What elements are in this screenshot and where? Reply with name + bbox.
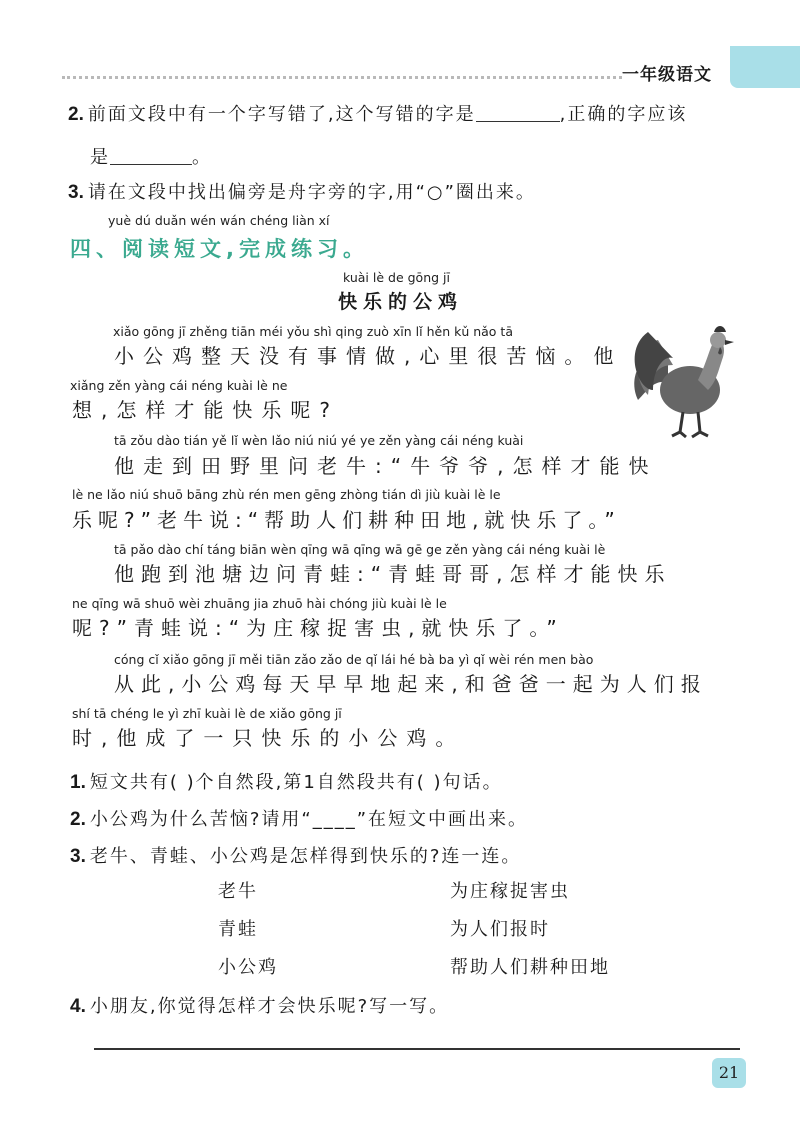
page-number: 21 bbox=[712, 1058, 746, 1088]
section-pinyin: yuè dú duǎn wén wán chéng liàn xí bbox=[108, 213, 330, 228]
story-line-2-pinyin: xiǎng zěn yàng cái néng kuài lè ne bbox=[70, 378, 288, 393]
question-text: 短文共有( )个自然段,第1自然段共有( )句话。 bbox=[89, 772, 503, 793]
question-3 bbox=[70, 842, 521, 868]
story-line-6-pinyin: ne qīng wā shuō wèi zhuāng jia zhuō hài chóng jiù kuài lè le bbox=[72, 596, 447, 611]
question-text: 老牛、青蛙、小公鸡是怎样得到快乐的?连一连。 bbox=[89, 846, 522, 867]
story-title: 快乐的公鸡 bbox=[338, 291, 464, 313]
top-question-3 bbox=[68, 178, 536, 204]
question-4 bbox=[70, 992, 449, 1018]
story-line-4: 乐呢?”老牛说:“帮助人们耕种田地,就快乐了。” bbox=[72, 508, 621, 532]
question-text: 小朋友,你觉得怎样才会快乐呢?写一写。 bbox=[89, 996, 450, 1017]
grade-tab bbox=[730, 46, 800, 88]
question-number: 4. bbox=[70, 996, 86, 1017]
story-line-7-pinyin: cóng cǐ xiǎo gōng jī měi tiān zǎo zǎo de qǐ lái hé bà ba yì qǐ wèi rén men bào bbox=[114, 652, 594, 667]
answer-blank[interactable] bbox=[110, 146, 192, 165]
story-line-8-pinyin: shí tā chéng le yì zhī kuài lè de xiǎo gōng jī bbox=[72, 706, 342, 721]
question-text-after: ,正确的字应该 bbox=[559, 104, 688, 125]
question-text: 小公鸡为什么苦恼?请用“____”在短文中画出来。 bbox=[89, 809, 529, 830]
story-line-3: 他走到田野里问老牛:“牛爷爷,怎样才能快 bbox=[114, 454, 658, 478]
question-text-end: 。 bbox=[192, 147, 212, 168]
match-left-item[interactable]: 小公鸡 bbox=[218, 957, 278, 978]
answer-blank[interactable] bbox=[476, 103, 560, 122]
match-left-item[interactable]: 青蛙 bbox=[218, 919, 258, 940]
story-line-8: 时,他成了一只快乐的小公鸡。 bbox=[72, 726, 465, 750]
story-line-1-pinyin: xiǎo gōng jī zhěng tiān méi yǒu shì qing zuò xīn lǐ hěn kǔ nǎo tā bbox=[113, 324, 513, 339]
question-text: 是 bbox=[90, 147, 110, 168]
question-2 bbox=[70, 805, 528, 831]
story-line-5-pinyin: tā pǎo dào chí táng biān wèn qīng wā qīng wā gē ge zěn yàng cái néng kuài lè bbox=[114, 542, 606, 557]
story-line-6: 呢?”青蛙说:“为庄稼捉害虫,就快乐了。” bbox=[72, 616, 564, 640]
question-number: 1. bbox=[70, 772, 86, 793]
question-number: 3. bbox=[68, 182, 84, 203]
story-line-7: 从此,小公鸡每天早早地起来,和爸爸一起为人们报 bbox=[114, 672, 708, 696]
question-text: 前面文段中有一个字写错了,这个写错的字是 bbox=[87, 104, 476, 125]
match-left-item[interactable]: 老牛 bbox=[218, 881, 258, 902]
answer-writing-line[interactable] bbox=[94, 1048, 740, 1050]
story-line-5: 他跑到池塘边问青蛙:“青蛙哥哥,怎样才能快乐 bbox=[114, 562, 672, 586]
section-title: 四、阅读短文,完成练习。 bbox=[70, 237, 369, 261]
top-question-2-line2 bbox=[90, 143, 212, 169]
question-1 bbox=[70, 768, 503, 794]
story-line-4-pinyin: lè ne lǎo niú shuō bāng zhù rén men gēng zhòng tián dì jiù kuài lè le bbox=[72, 487, 501, 502]
question-text: 请在文段中找出偏旁是舟字旁的字,用“○”圈出来。 bbox=[87, 182, 536, 203]
story-line-3-pinyin: tā zǒu dào tián yě lǐ wèn lǎo niú niú yé ye zěn yàng cái néng kuài bbox=[114, 433, 524, 448]
header-dotted-rule bbox=[62, 76, 622, 79]
question-number: 3. bbox=[70, 846, 86, 867]
match-right-item[interactable]: 为庄稼捉害虫 bbox=[450, 881, 570, 902]
story-title-pinyin: kuài lè de gōng jī bbox=[343, 270, 450, 285]
grade-label: 一年级语文 bbox=[622, 65, 712, 85]
story-line-2: 想,怎样才能快乐呢? bbox=[72, 398, 339, 422]
question-number: 2. bbox=[68, 104, 84, 125]
question-number: 2. bbox=[70, 809, 86, 830]
rooster-illustration bbox=[628, 320, 748, 440]
story-line-1: 小公鸡整天没有事情做,心里很苦恼。他 bbox=[114, 344, 623, 368]
top-question-2 bbox=[68, 100, 687, 126]
match-right-item[interactable]: 为人们报时 bbox=[450, 919, 550, 940]
match-right-item[interactable]: 帮助人们耕种田地 bbox=[450, 957, 610, 978]
